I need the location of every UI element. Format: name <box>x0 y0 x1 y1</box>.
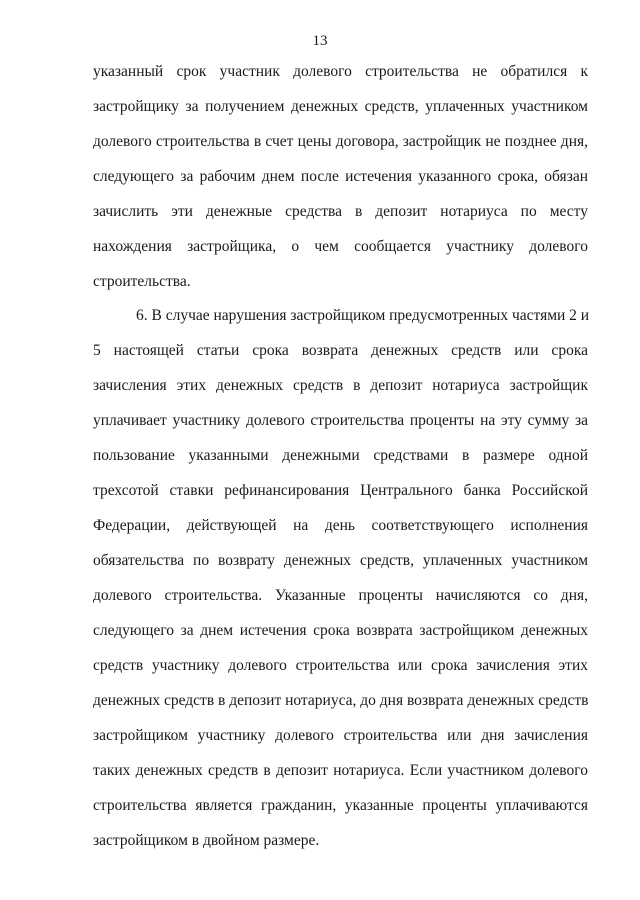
paragraph-continuation <box>93 62 588 307</box>
text-line: 6. В случае нарушения застройщиком предусмотренных частями 2 и <box>136 307 590 324</box>
text-line: следующего за рабочим днем после истечения указанного срока, обязан <box>93 168 588 185</box>
text-line: застройщиком участнику долевого строительства или дня зачисления <box>93 727 588 744</box>
text-line: таких денежных средств в депозит нотариуса. Если участником долевого <box>93 762 588 779</box>
text-line: пользование указанными денежными средствами в размере одной <box>93 447 588 464</box>
text-line: указанный срок участник долевого строительства не обратился к <box>93 63 588 80</box>
paragraph-item-6 <box>93 306 588 866</box>
text-line: строительства. <box>93 273 191 290</box>
text-line: обязательства по возврату денежных средств, уплаченных участником <box>93 552 588 569</box>
text-line: застройщиком в двойном размере. <box>93 832 320 849</box>
text-line: Федерации, действующей на день соответствующего исполнения <box>93 517 588 534</box>
text-line: зачисления этих денежных средств в депозит нотариуса застройщик <box>93 377 588 394</box>
text-line: денежных средств в депозит нотариуса, до дня возврата денежных средств <box>93 692 589 709</box>
text-line: 5 настоящей статьи срока возврата денежных средств или срока <box>93 342 588 359</box>
text-line: нахождения застройщика, о чем сообщается участнику долевого <box>93 238 588 255</box>
text-line: зачислить эти денежные средства в депозит нотариуса по месту <box>93 203 588 220</box>
text-line: следующего за днем истечения срока возврата застройщиком денежных <box>93 622 588 639</box>
text-line: трехсотой ставки рефинансирования Центрального банка Российской <box>93 482 588 499</box>
page-number: 13 <box>312 33 328 49</box>
text-line: средств участнику долевого строительства или срока зачисления этих <box>93 657 588 674</box>
text-line: строительства является гражданин, указанные проценты уплачиваются <box>93 797 588 814</box>
text-line: долевого строительства. Указанные проценты начисляются со дня, <box>93 587 588 604</box>
text-line: долевого строительства в счет цены договора, застройщик не позднее дня, <box>93 133 588 150</box>
text-line: застройщику за получением денежных средств, уплаченных участником <box>93 98 588 115</box>
text-line: уплачивает участнику долевого строительства проценты на эту сумму за <box>93 412 588 429</box>
